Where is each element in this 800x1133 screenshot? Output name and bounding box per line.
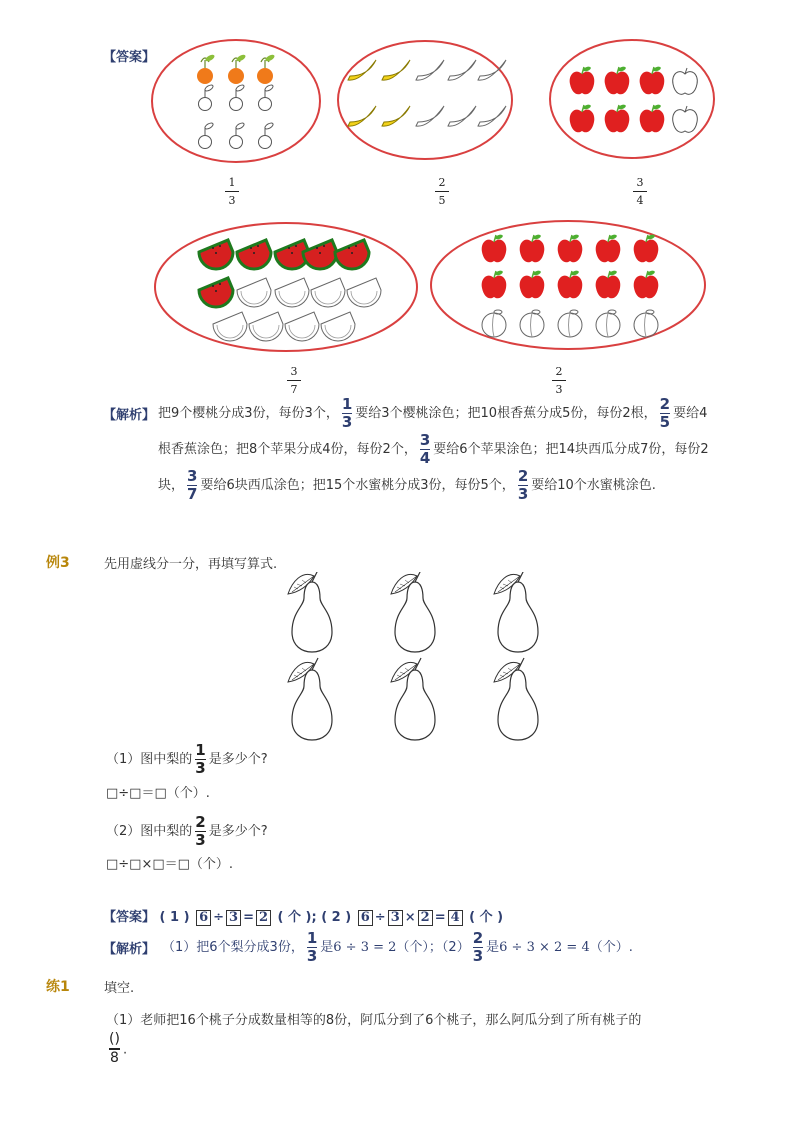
fruit-figure <box>0 0 800 360</box>
fraction-cherries: 1 3 <box>222 176 242 207</box>
example-3-analysis: （1）把6个梨分成3份， $\frac{1}{3}$ 是6 ÷ 3 = 2（个）；$(2) \frac{2}{3}$ 是6 ÷ 3 × 2 = 4（个）. <box>162 928 633 966</box>
example-3-formula-2: □÷□×□＝□（个）. <box>106 857 234 872</box>
example-3-label: 例3 <box>46 555 70 571</box>
inline-fraction: $\frac{3}{7}$ <box>187 466 198 504</box>
practice-1-question-1: （1）老师把16个桃子分成数量相等的8份，阿瓜分到了6个桃子，那么阿瓜分到了所有桃子的 <box>106 1013 642 1028</box>
oval-apples <box>550 40 714 158</box>
example-3-question-2: （2）图中梨的 $\frac{2}{3}$ 是多少个? <box>106 812 268 850</box>
inline-fraction: $\frac{2}{5}$ <box>659 394 671 432</box>
oval-bananas <box>338 41 512 159</box>
inline-fraction: $\frac{2}{3}$ <box>517 466 529 504</box>
example-3-question-1: （1）图中梨的 $\frac{1}{3}$ 是多少个? <box>106 740 268 778</box>
practice-1-fraction: () 8 . <box>109 1031 128 1066</box>
fraction-bananas: 2 5 <box>432 176 452 207</box>
fraction-watermelons: 3 7 <box>284 365 304 396</box>
practice-1-instruction: 填空. <box>104 981 135 996</box>
answer-tag: 【答案】 <box>103 50 156 65</box>
example-3-answer: 【答案】 ( 1 ) 6 ÷ 3 = 2 ( 个 ); ( 2 ) 6 ÷ 3 × 2 = 4 ( 个 ) <box>103 910 504 925</box>
analysis-tag-2: 【解析】 <box>103 942 156 957</box>
example-3-instruction: 先用虚线分一分，再填写算式. <box>104 557 278 572</box>
inline-fraction: $\frac{1}{3}$ <box>341 394 353 432</box>
analysis-1-text: 把9个樱桃分成3份，每份3个， $\frac{1}{3}$ 要给3个樱桃涂色；把10根香蕉分成5份，每份2根， $\frac{2}{5}$ 要给4根香蕉涂色；把8个苹果分成4份，每份2个， $\frac{3}{4}$ 要给6个苹果涂色；把14块西瓜分成7份，每份2块， $\frac{3}{7}$ 要给6块西瓜涂色；把15个水蜜桃分成3份，每份5个， $\frac{2}{3}$ 要给10个水蜜桃涂色. <box>158 394 709 504</box>
pears-figure <box>270 572 550 742</box>
example-3-formula-1: □÷□＝□（个）. <box>106 786 210 801</box>
fraction-apples: 3 4 <box>630 176 650 207</box>
oval-watermelons <box>155 223 417 351</box>
practice-1-label: 练1 <box>46 979 70 995</box>
fraction-peaches: 2 3 <box>549 365 569 396</box>
fraction-blank[interactable]: () <box>109 1031 120 1047</box>
analysis-tag-1: 【解析】 <box>103 408 156 423</box>
inline-fraction: $\frac{3}{4}$ <box>419 430 431 468</box>
